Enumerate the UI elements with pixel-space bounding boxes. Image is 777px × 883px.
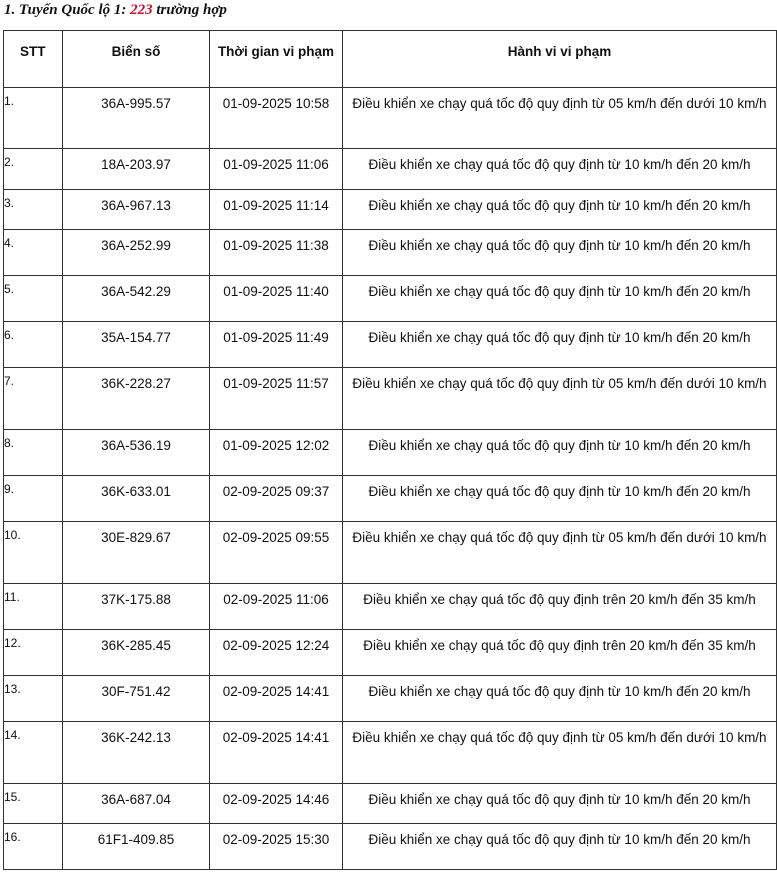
cell-time: 02-09-2025 14:46	[210, 784, 343, 824]
table-row	[4, 784, 777, 824]
cell-time: 01-09-2025 10:58	[210, 88, 343, 149]
cell-behavior: Điều khiển xe chạy quá tốc độ quy định từ 05 km/h đến dưới 10 km/h	[343, 722, 777, 784]
table-row	[4, 322, 777, 368]
cell-behavior: Điều khiển xe chạy quá tốc độ quy định từ 10 km/h đến 20 km/h	[343, 676, 777, 722]
cell-stt: 11.	[4, 584, 63, 630]
table-row	[4, 584, 777, 630]
table-row	[4, 630, 777, 676]
header-time: Thời gian vi phạm	[210, 31, 343, 88]
violation-count: 223	[130, 2, 153, 18]
cell-behavior: Điều khiển xe chạy quá tốc độ quy định từ 10 km/h đến 20 km/h	[343, 149, 777, 190]
table-row	[4, 676, 777, 722]
cell-stt: 16.	[4, 824, 63, 870]
cell-plate: 36A-967.13	[63, 190, 210, 230]
section-heading	[4, 0, 227, 20]
cell-time: 02-09-2025 15:30	[210, 824, 343, 870]
cell-behavior: Điều khiển xe chạy quá tốc độ quy định trên 20 km/h đến 35 km/h	[343, 630, 777, 676]
cell-time: 01-09-2025 11:40	[210, 276, 343, 322]
cell-stt: 5.	[4, 276, 63, 322]
cell-plate: 37K-175.88	[63, 584, 210, 630]
cell-time: 02-09-2025 12:24	[210, 630, 343, 676]
cell-stt: 6.	[4, 322, 63, 368]
cell-behavior: Điều khiển xe chạy quá tốc độ quy định từ 05 km/h đến dưới 10 km/h	[343, 88, 777, 149]
cell-time: 02-09-2025 09:37	[210, 476, 343, 522]
cell-behavior: Điều khiển xe chạy quá tốc độ quy định từ 05 km/h đến dưới 10 km/h	[343, 368, 777, 430]
section-heading-suffix: trường hợp	[152, 2, 227, 18]
table-row	[4, 722, 777, 784]
header-behavior: Hành vi vi phạm	[343, 31, 777, 88]
cell-behavior: Điều khiển xe chạy quá tốc độ quy định từ 10 km/h đến 20 km/h	[343, 430, 777, 476]
cell-behavior: Điều khiển xe chạy quá tốc độ quy định từ 10 km/h đến 20 km/h	[343, 322, 777, 368]
cell-time: 02-09-2025 14:41	[210, 676, 343, 722]
cell-plate: 18A-203.97	[63, 149, 210, 190]
cell-plate: 61F1-409.85	[63, 824, 210, 870]
cell-stt: 4.	[4, 230, 63, 276]
table-row	[4, 276, 777, 322]
section-heading-prefix: 1. Tuyến Quốc lộ 1:	[4, 2, 131, 18]
cell-plate: 36A-542.29	[63, 276, 210, 322]
table-row	[4, 88, 777, 149]
cell-stt: 9.	[4, 476, 63, 522]
cell-plate: 36A-995.57	[63, 88, 210, 149]
cell-plate: 36K-228.27	[63, 368, 210, 430]
cell-stt: 10.	[4, 522, 63, 584]
cell-time: 02-09-2025 09:55	[210, 522, 343, 584]
cell-behavior: Điều khiển xe chạy quá tốc độ quy định từ 10 km/h đến 20 km/h	[343, 784, 777, 824]
cell-stt: 1.	[4, 88, 63, 149]
cell-plate: 36A-687.04	[63, 784, 210, 824]
cell-behavior: Điều khiển xe chạy quá tốc độ quy định từ 10 km/h đến 20 km/h	[343, 476, 777, 522]
cell-time: 01-09-2025 11:38	[210, 230, 343, 276]
cell-behavior: Điều khiển xe chạy quá tốc độ quy định từ 05 km/h đến dưới 10 km/h	[343, 522, 777, 584]
cell-time: 01-09-2025 11:57	[210, 368, 343, 430]
cell-stt: 8.	[4, 430, 63, 476]
cell-stt: 7.	[4, 368, 63, 430]
table-row	[4, 190, 777, 230]
cell-behavior: Điều khiển xe chạy quá tốc độ quy định từ 10 km/h đến 20 km/h	[343, 190, 777, 230]
cell-plate: 36K-285.45	[63, 630, 210, 676]
cell-plate: 30F-751.42	[63, 676, 210, 722]
header-plate: Biển số	[63, 31, 210, 88]
cell-plate: 35A-154.77	[63, 322, 210, 368]
table-row	[4, 368, 777, 430]
table-row	[4, 430, 777, 476]
header-stt: STT	[4, 31, 63, 88]
cell-stt: 2.	[4, 149, 63, 190]
cell-stt: 14.	[4, 722, 63, 784]
cell-behavior: Điều khiển xe chạy quá tốc độ quy định trên 20 km/h đến 35 km/h	[343, 584, 777, 630]
cell-stt: 15.	[4, 784, 63, 824]
cell-plate: 36A-536.19	[63, 430, 210, 476]
table-row	[4, 230, 777, 276]
cell-behavior: Điều khiển xe chạy quá tốc độ quy định từ 10 km/h đến 20 km/h	[343, 230, 777, 276]
cell-plate: 36K-633.01	[63, 476, 210, 522]
table-row	[4, 522, 777, 584]
cell-plate: 36A-252.99	[63, 230, 210, 276]
table-row	[4, 824, 777, 870]
table-row	[4, 476, 777, 522]
cell-time: 01-09-2025 11:14	[210, 190, 343, 230]
cell-stt: 13.	[4, 676, 63, 722]
cell-stt: 3.	[4, 190, 63, 230]
cell-behavior: Điều khiển xe chạy quá tốc độ quy định từ 10 km/h đến 20 km/h	[343, 824, 777, 870]
cell-behavior: Điều khiển xe chạy quá tốc độ quy định từ 10 km/h đến 20 km/h	[343, 276, 777, 322]
cell-plate: 36K-242.13	[63, 722, 210, 784]
table-header-row	[4, 31, 777, 88]
cell-time: 02-09-2025 11:06	[210, 584, 343, 630]
cell-time: 01-09-2025 11:49	[210, 322, 343, 368]
cell-time: 02-09-2025 14:41	[210, 722, 343, 784]
violations-table	[3, 30, 777, 870]
table-row	[4, 149, 777, 190]
cell-plate: 30E-829.67	[63, 522, 210, 584]
cell-stt: 12.	[4, 630, 63, 676]
cell-time: 01-09-2025 11:06	[210, 149, 343, 190]
cell-time: 01-09-2025 12:02	[210, 430, 343, 476]
